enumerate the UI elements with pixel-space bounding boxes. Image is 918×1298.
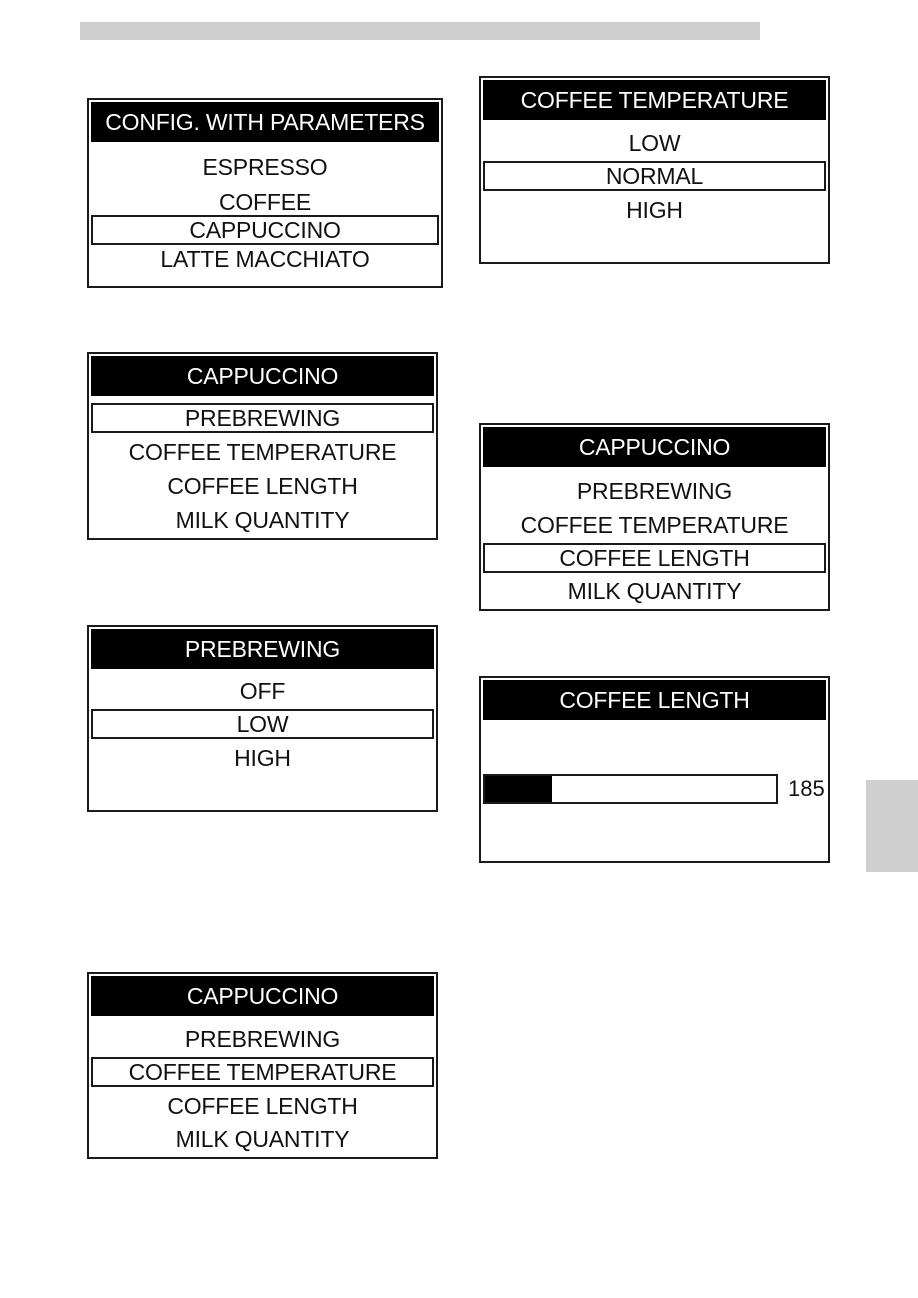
menu-item-milk-quantity[interactable]: MILK QUANTITY <box>175 506 350 533</box>
screen-title: CAPPUCCINO <box>91 976 434 1016</box>
screen-title: PREBREWING <box>91 629 434 669</box>
screen-title: COFFEE TEMPERATURE <box>483 80 826 120</box>
menu-item-high[interactable]: HIGH <box>234 744 291 771</box>
menu-item-coffee-temperature[interactable]: COFFEE TEMPERATURE <box>520 511 789 538</box>
menu-item-coffee-length[interactable]: COFFEE LENGTH <box>167 1092 358 1119</box>
menu-item-milk-quantity[interactable]: MILK QUANTITY <box>175 1125 350 1152</box>
menu-item-coffee-temperature[interactable]: COFFEE TEMPERATURE <box>128 438 397 465</box>
screen-title: COFFEE LENGTH <box>483 680 826 720</box>
menu-item-high[interactable]: HIGH <box>626 196 683 223</box>
menu-item-milk-quantity[interactable]: MILK QUANTITY <box>567 577 742 604</box>
menu-item-latte-macchiato[interactable]: LATTE MACCHIATO <box>160 245 370 272</box>
menu-item-low[interactable]: LOW <box>628 129 681 156</box>
menu-item-coffee-temperature[interactable]: COFFEE TEMPERATURE <box>91 1057 434 1087</box>
header-bar <box>80 22 760 40</box>
cappuccino-screen-length-selected <box>479 423 830 611</box>
menu-item-coffee-length[interactable]: COFFEE LENGTH <box>483 543 826 573</box>
coffee-length-screen <box>479 676 830 863</box>
menu-item-prebrewing[interactable]: PREBREWING <box>576 477 733 504</box>
cappuccino-screen-prebrewing-selected <box>87 352 438 540</box>
menu-item-coffee[interactable]: COFFEE <box>218 188 312 215</box>
slider-fill <box>485 776 552 802</box>
screen-title: CAPPUCCINO <box>91 356 434 396</box>
menu-item-prebrewing[interactable]: PREBREWING <box>91 403 434 433</box>
menu-item-prebrewing[interactable]: PREBREWING <box>184 1025 341 1052</box>
menu-item-off[interactable]: OFF <box>239 677 286 704</box>
cappuccino-screen-temperature-selected <box>87 972 438 1159</box>
menu-item-normal[interactable]: NORMAL <box>483 161 826 191</box>
menu-item-espresso[interactable]: ESPRESSO <box>202 153 328 180</box>
menu-item-coffee-length[interactable]: COFFEE LENGTH <box>167 472 358 499</box>
menu-item-cappuccino[interactable]: CAPPUCCINO <box>91 215 439 245</box>
prebrewing-screen <box>87 625 438 812</box>
menu-item-low[interactable]: LOW <box>91 709 434 739</box>
screen-title: CONFIG. WITH PARAMETERS <box>91 102 439 142</box>
coffee-length-value: 185 <box>788 776 825 801</box>
screen-title: CAPPUCCINO <box>483 427 826 467</box>
config-screen <box>87 98 443 288</box>
coffee-temperature-screen <box>479 76 830 264</box>
section-tab <box>866 780 918 872</box>
coffee-length-slider[interactable] <box>483 774 778 804</box>
